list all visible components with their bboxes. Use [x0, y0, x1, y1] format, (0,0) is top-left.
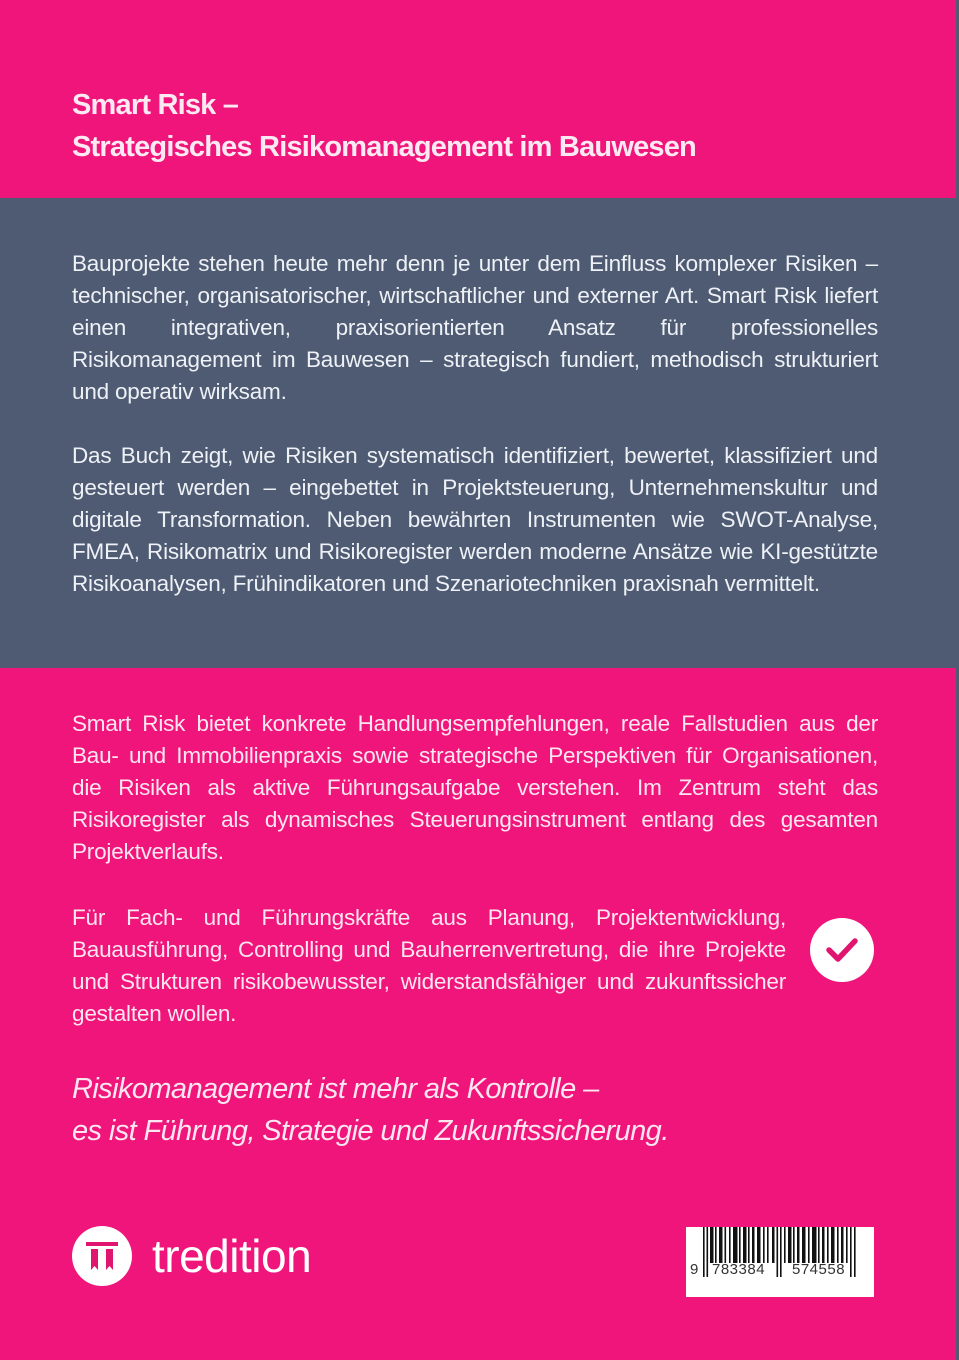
checkmark-icon: [824, 935, 860, 965]
title-line-1: Smart Risk –: [72, 89, 239, 121]
title-line-2: Strategisches Risikomanagement im Bauwesen: [72, 131, 696, 163]
methods-paragraph: Das Buch zeigt, wie Risiken systematisch identifiziert, bewertet, klassifiziert und gesteuert werden – eingebettet in Projektsteuerung, Unternehmenskultur und digitale Transformation. Neben bewährten Instrumenten wie SWOT-Analyse, FMEA, Risikomatrix und Risikoregister werden moderne Ansätze wie KI-gestützte Risikoanalysen, Frühindikatoren und Szenariotechniken praxisnah vermittelt.: [72, 443, 878, 596]
isbn-group-1: 783384: [712, 1261, 766, 1278]
publisher-logo: [72, 1226, 311, 1286]
benefits-paragraph: Smart Risk bietet konkrete Handlungsempfehlungen, reale Fallstudien aus der Bau- und Immobilienpraxis sowie strategische Perspektiven für Organisationen, die Risiken als aktive Führungsaufgabe verstehen. Im Zentrum steht das Risikoregister als dynamisches Steuerungsinstrument entlang des gesamten Projektverlaufs.: [72, 711, 878, 864]
tredition-logo-icon: [72, 1226, 132, 1286]
book-title: [72, 84, 696, 168]
isbn-prefix: 9: [690, 1261, 699, 1278]
check-circle-icon: [810, 918, 874, 982]
isbn-barcode: [686, 1227, 874, 1297]
quote-line-1: Risikomanagement ist mehr als Kontrolle –: [72, 1073, 599, 1105]
tredition-mark-icon: [84, 1239, 120, 1273]
isbn-group-2: 574558: [792, 1261, 846, 1278]
publisher-name: tredition: [152, 1230, 312, 1282]
quote-line-2: es ist Führung, Strategie und Zukunftssicherung.: [72, 1115, 669, 1147]
audience-paragraph: Für Fach- und Führungskräfte aus Planung, Projektentwicklung, Bauausführung, Controlling und Bauherrenvertretung, die ihre Projekte und Strukturen risikobewusster, widerstandsfähiger und zukunftssicher gestalten wollen.: [72, 905, 786, 1026]
tagline-quote: [72, 1068, 669, 1152]
intro-paragraph: Bauprojekte stehen heute mehr denn je unter dem Einfluss komplexer Risiken – technischer, organisatorischer, wirtschaftlicher und externer Art. Smart Risk liefert einen integrativen, praxisorientierten Ansatz für professionelles Risikomanagement im Bauwesen – strategisch fundiert, methodisch strukturiert und operativ wirksam.: [72, 251, 878, 404]
